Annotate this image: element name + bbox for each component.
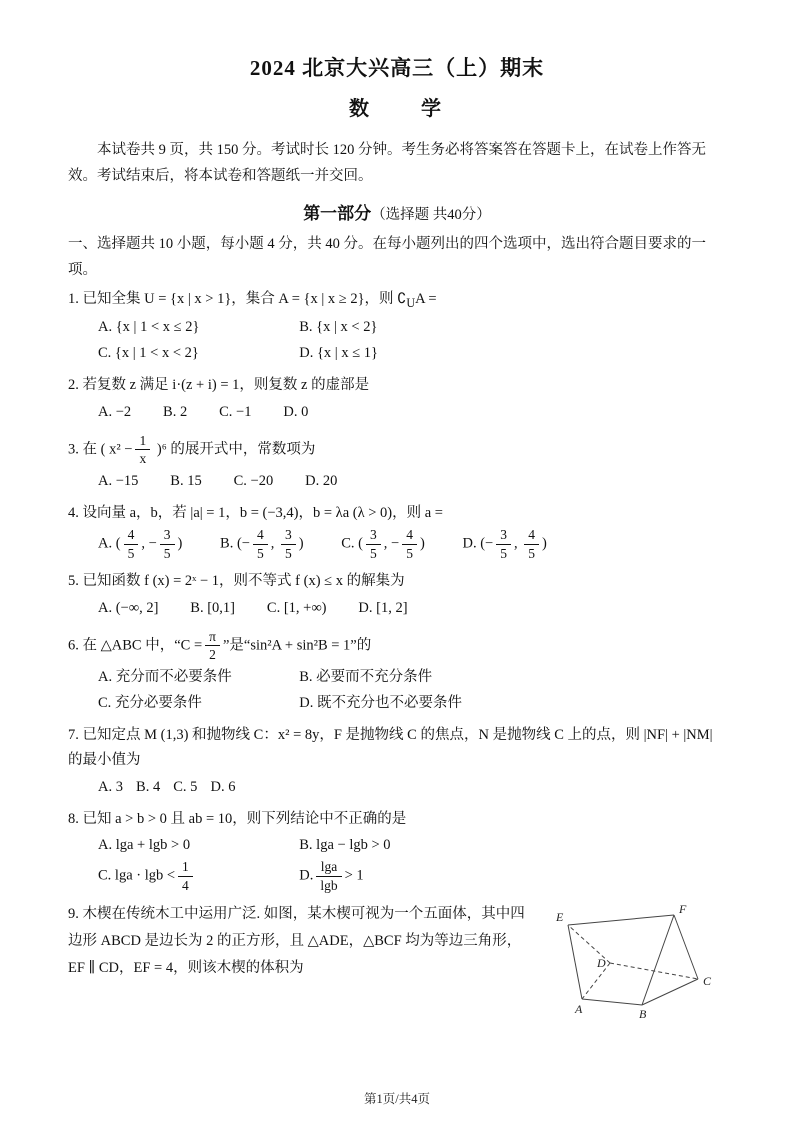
edge-EA <box>568 925 582 999</box>
edge-BF <box>642 915 674 1005</box>
fraction <box>135 433 150 467</box>
option-a: A. −2 <box>98 403 132 420</box>
edge-AB <box>582 999 642 1005</box>
option-a: A. 充分而不必要条件 <box>98 668 232 685</box>
question-5-stem: 5. 已知函数 f (x) = 2ˣ − 1，则不等式 f (x) ≤ x 的解集为 <box>68 573 405 590</box>
question-2-stem: 2. 若复数 z 满足 i·(z + i) = 1，则复数 z 的虚部是 <box>68 377 370 394</box>
fraction-numerator: 4 <box>524 527 539 545</box>
option-a <box>98 526 182 562</box>
vertex-label-E: E <box>556 910 564 925</box>
fraction <box>366 527 381 561</box>
fraction-denominator: lgb <box>320 877 338 893</box>
opt-text: , − <box>141 535 157 552</box>
fraction-denominator: 5 <box>163 545 171 561</box>
opt-text: ) <box>298 535 304 552</box>
opt-text: A. ( <box>98 535 121 552</box>
question-2-options <box>68 399 726 425</box>
option-d: D. 既不充分也不必要条件 <box>299 694 462 711</box>
fraction-denominator: 4 <box>182 877 189 893</box>
opt-text: , <box>270 535 278 552</box>
fraction-numerator: lga <box>316 859 341 877</box>
fraction-denominator: 5 <box>528 545 535 561</box>
question-7-options <box>68 774 726 800</box>
fraction <box>496 527 511 561</box>
question-1-options-row-1 <box>68 314 726 340</box>
q1-complement-subscript: U <box>406 295 416 310</box>
edge-CF <box>674 915 698 979</box>
wedge-figure <box>548 903 726 1026</box>
exam-notice: 本试卷共 9 页，共 150 分。考试时长 120 分钟。考生务必将答案答在答题卡上，在试卷上作答无效。考试结束后，将本试卷和答题纸一并交回。 <box>68 142 706 185</box>
opt-text: , <box>513 535 522 552</box>
opt-text: > 1 <box>344 867 364 884</box>
q6-text-1: 6. 在 △ABC 中，“C = <box>68 636 203 653</box>
option-d: D. 20 <box>305 472 338 489</box>
option-d <box>299 858 464 894</box>
question-8-stem: 8. 已知 a > b > 0 且 ab = 10，则下列结论中不正确的是 <box>68 810 407 827</box>
opt-text: B. (− <box>220 535 250 552</box>
option-c <box>98 858 263 894</box>
question-7 <box>68 723 726 800</box>
option-b: B. 15 <box>170 472 202 489</box>
option-b: B. lga − lgb > 0 <box>299 837 391 854</box>
option-b <box>220 526 304 562</box>
option-c: C. −1 <box>219 403 252 420</box>
opt-text: ) <box>177 535 183 552</box>
fraction <box>316 859 341 893</box>
pentahedron-diagram <box>548 903 726 1021</box>
fraction-denominator: 5 <box>256 545 264 561</box>
vertex-label-C: C <box>703 974 712 989</box>
fraction-numerator: 4 <box>402 527 417 545</box>
opt-text: C. lga · lgb < <box>98 867 176 884</box>
option-d: D. 6 <box>210 778 236 795</box>
q1-text-1: 1. 已知全集 U = {x | x > 1}，集合 A = {x | x ≥ 2}，则 ∁ <box>68 290 407 307</box>
exam-title: 2024 北京大兴高三（上）期末 <box>249 56 545 80</box>
vertex-label-F: F <box>679 903 687 917</box>
fraction <box>178 859 193 893</box>
option-a: A. −15 <box>98 472 139 489</box>
question-3-options <box>68 468 726 494</box>
option-b: B. {x | x < 2} <box>299 318 378 335</box>
fraction-denominator: 5 <box>406 545 413 561</box>
fraction <box>402 527 417 561</box>
question-1-stem <box>68 287 726 314</box>
fraction <box>160 527 175 561</box>
fraction <box>524 527 539 561</box>
question-8-options-row-1 <box>68 832 726 858</box>
option-d: D. 0 <box>283 403 309 420</box>
question-4 <box>68 501 726 562</box>
option-c <box>341 526 425 562</box>
question-6-options-row-2 <box>68 690 726 716</box>
q6-text-2: ”是“sin²A + sin²B = 1”的 <box>222 636 372 653</box>
vertex-label-D: D <box>597 956 606 971</box>
q3-text-1: 3. 在 ( x² − <box>68 440 133 457</box>
edge-DA-hidden <box>582 963 610 999</box>
question-9 <box>68 901 726 1022</box>
edge-DC-hidden <box>610 963 698 979</box>
question-3-stem <box>68 432 726 468</box>
option-a: A. 3 <box>98 778 123 795</box>
option-c: C. {x | 1 < x < 2} <box>98 345 199 362</box>
section-one-subtitle: （选择题 共40分） <box>371 207 491 224</box>
question-4-options <box>68 526 726 562</box>
question-8-options-row-2 <box>68 858 726 894</box>
question-6-stem <box>68 628 726 664</box>
question-4-stem: 4. 设向量 a，b，若 |a| = 1，b = (−3,4)，b = λa (λ > 0)，则 a = <box>68 504 443 521</box>
option-c: C. 5 <box>173 778 198 795</box>
section-one-title: 第一部分 <box>303 204 372 224</box>
question-2 <box>68 373 726 424</box>
fraction-numerator: 1 <box>178 859 193 877</box>
section-one-heading <box>68 199 726 224</box>
option-c: C. −20 <box>233 472 274 489</box>
fraction-denominator: 2 <box>209 647 216 663</box>
option-d: D. {x | x ≤ 1} <box>299 345 379 362</box>
fraction-numerator: 3 <box>281 527 296 545</box>
edge-EF <box>568 915 674 925</box>
question-8 <box>68 807 726 895</box>
q1-text-2: A = <box>415 290 437 307</box>
fraction-denominator: x <box>139 451 147 467</box>
opt-text: , − <box>383 535 400 552</box>
option-b: B. 必要而不充分条件 <box>299 668 433 685</box>
fraction-numerator: 4 <box>253 527 268 545</box>
option-d <box>462 526 546 562</box>
part-one-instructions: 一、选择题共 10 小题，每小题 4 分，共 40 分。在每小题列出的四个选项中，选出符合题目要求的一项。 <box>68 236 706 278</box>
vertex-label-A: A <box>575 1002 583 1017</box>
question-7-stem: 7. 已知定点 M (1,3) 和抛物线 C：x² = 8y，F 是抛物线 C 的焦点，N 是抛物线 C 上的点，则 |NF| + |NM| 的最小值为 <box>68 726 713 769</box>
q3-text-2: )⁶ 的展开式中，常数项为 <box>153 440 316 457</box>
question-6-options-row-1 <box>68 664 726 690</box>
fraction-numerator: 3 <box>160 527 175 545</box>
option-d: D. [1, 2] <box>358 599 408 616</box>
option-b: B. 2 <box>163 403 188 420</box>
opt-text: C. ( <box>341 535 363 552</box>
fraction-numerator: π <box>205 629 220 647</box>
option-a: A. (−∞, 2] <box>98 599 159 616</box>
option-a: A. lga + lgb > 0 <box>98 837 191 854</box>
opt-text: ) <box>419 535 425 552</box>
question-6 <box>68 628 726 716</box>
fraction <box>124 527 139 561</box>
option-b: B. 4 <box>136 778 161 795</box>
edge-BC <box>642 979 698 1005</box>
option-a: A. {x | 1 < x ≤ 2} <box>98 318 200 335</box>
fraction-denominator: 5 <box>127 545 135 561</box>
fraction-numerator: 3 <box>366 527 381 545</box>
opt-text: D. <box>299 867 314 884</box>
vertex-label-B: B <box>639 1007 647 1022</box>
option-c: C. 充分必要条件 <box>98 694 202 711</box>
question-9-stem: 9. 木楔在传统木工中运用广泛. 如图，某木楔可视为一个五面体，其中四边形 ABCD 是边长为 2 的正方形，且 △ADE，△BCF 均为等边三角形，EF ∥ CD，EF = 4，则该木楔的体积为 <box>68 906 525 976</box>
question-3 <box>68 432 726 494</box>
fraction <box>205 629 220 663</box>
question-5 <box>68 569 726 620</box>
fraction <box>281 527 296 561</box>
fraction-numerator: 4 <box>124 527 139 545</box>
fraction-denominator: 5 <box>370 545 377 561</box>
fraction-numerator: 1 <box>135 433 150 451</box>
fraction-denominator: 5 <box>500 545 507 561</box>
question-1-options-row-2 <box>68 340 726 366</box>
fraction-denominator: 5 <box>284 545 292 561</box>
question-5-options <box>68 595 726 621</box>
option-c: C. [1, +∞) <box>266 599 327 616</box>
opt-text: D. (− <box>462 535 494 552</box>
opt-text: ) <box>541 535 547 552</box>
fraction-numerator: 3 <box>496 527 511 545</box>
fraction <box>253 527 268 561</box>
page-number: 第1页/共4页 <box>364 1092 430 1106</box>
option-b: B. [0,1] <box>190 599 236 616</box>
subject-title: 数 学 <box>349 98 445 120</box>
question-1 <box>68 287 726 366</box>
